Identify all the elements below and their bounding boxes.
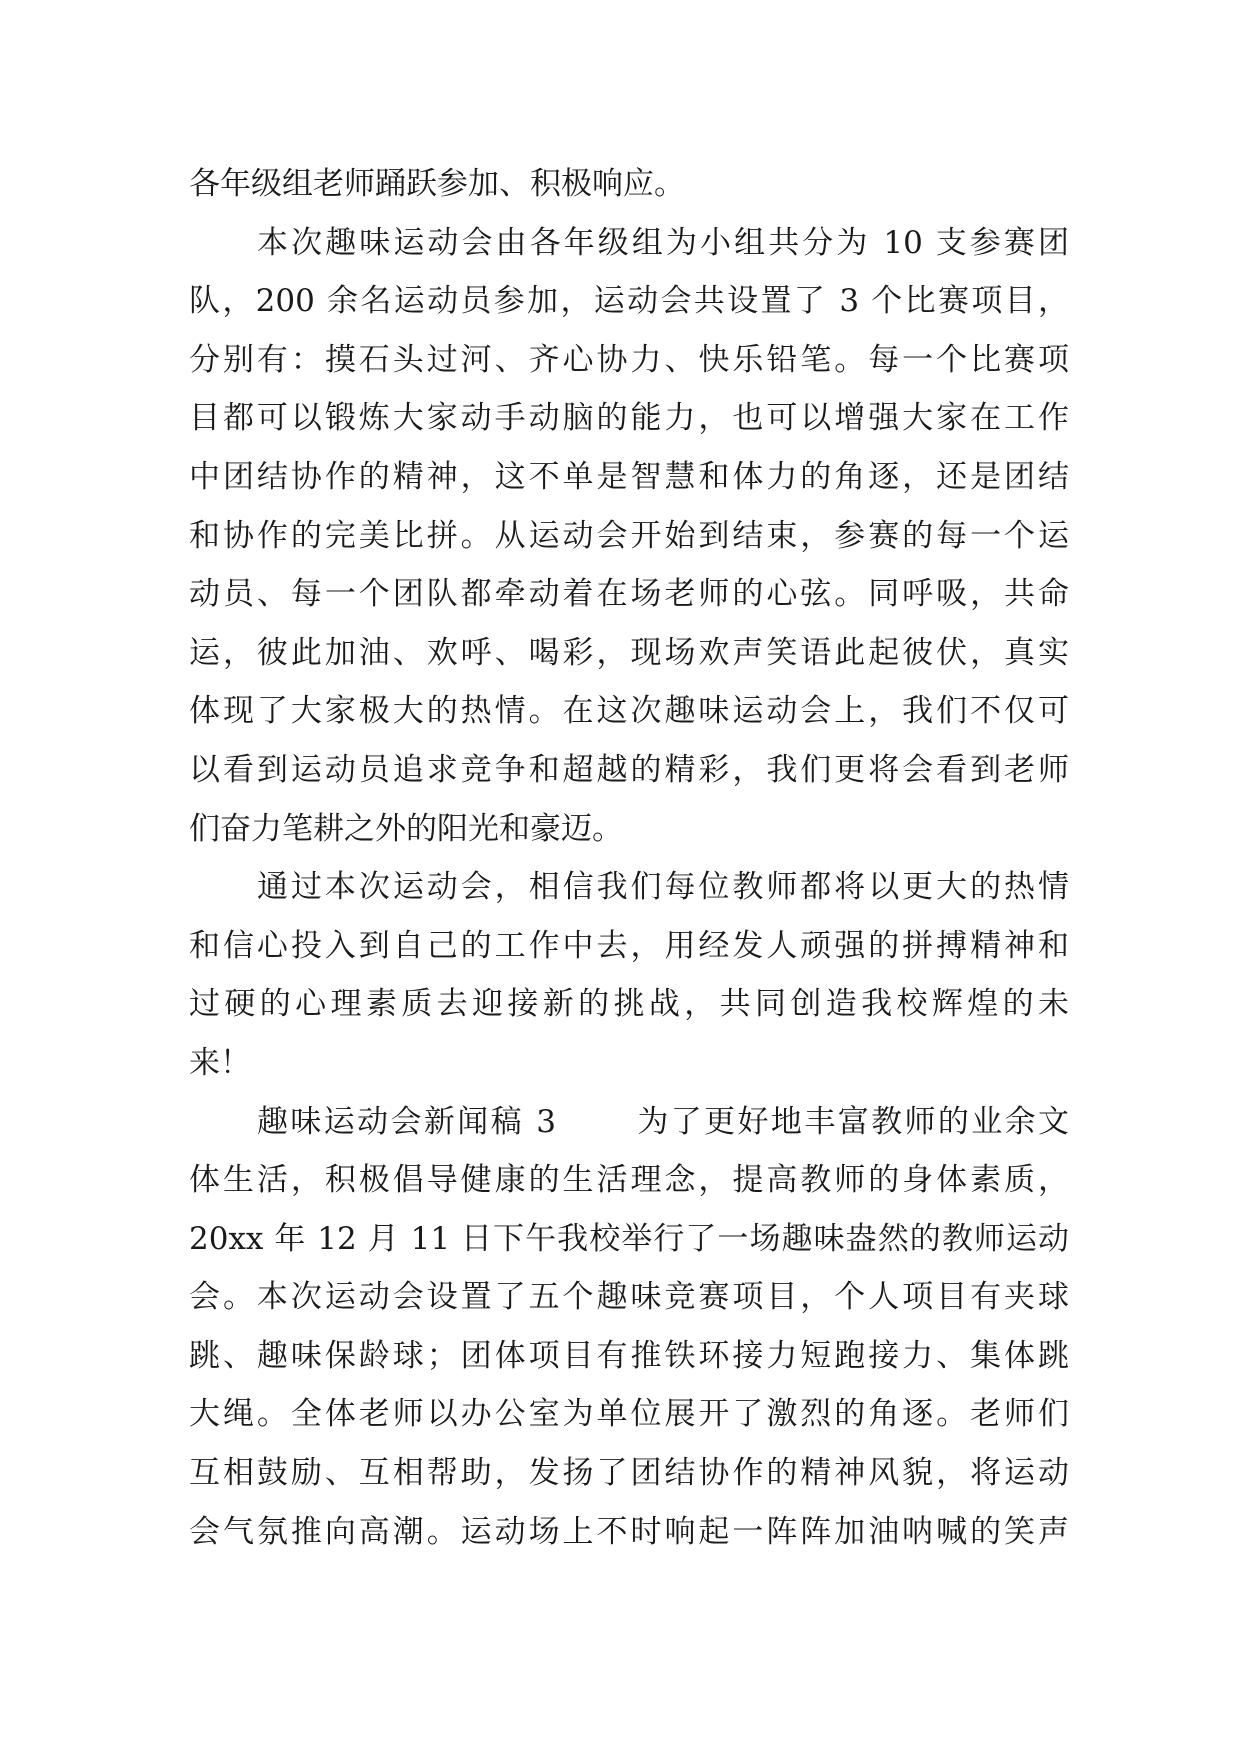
text-line: 过硬的心理素质去迎接新的挑战，共同创造我校辉煌的未 [189, 986, 1069, 1023]
text-line: 各年级组老师踊跃参加、积极响应。 [189, 166, 685, 202]
text-line: 们奋力笔耕之外的阳光和豪迈。 [189, 810, 623, 847]
text-line: 会。本次运动会设置了五个趣味竞赛项目，个人项目有夹球 [189, 1279, 1069, 1316]
text-line: 目都可以锻炼大家动手动脑的能力，也可以增强大家在工作 [189, 400, 1069, 437]
text-line: 队，200 余名运动员参加，运动会共设置了 3 个比赛项目， [189, 283, 1069, 320]
text-line: 体现了大家极大的热情。在这次趣味运动会上，我们不仅可 [189, 693, 1069, 730]
text-line: 跳、趣味保龄球；团体项目有推铁环接力短跑接力、集体跳 [189, 1337, 1069, 1374]
text-line: 大绳。全体老师以办公室为单位展开了激烈的角逐。老师们 [189, 1396, 1069, 1433]
text-line: 和协作的完美比拼。从运动会开始到结束，参赛的每一个运 [189, 517, 1069, 554]
text-line: 通过本次运动会，相信我们每位教师都将以更大的热情 [257, 869, 1069, 906]
text-line: 分别有：摸石头过河、齐心协力、快乐铅笔。每一个比赛项 [189, 341, 1069, 378]
text-line: 会气氛推向高潮。运动场上不时响起一阵阵加油呐喊的笑声 [189, 1513, 1069, 1550]
text-line: 运，彼此加油、欢呼、喝彩，现场欢声笑语此起彼伏，真实 [189, 634, 1069, 671]
text-line: 动员、每一个团队都牵动着在场老师的心弦。同呼吸，共命 [189, 576, 1069, 613]
text-line: 本次趣味运动会由各年级组为小组共分为 10 支参赛团 [257, 224, 1069, 261]
document-body [189, 155, 1069, 1561]
text-line: 和信心投入到自己的工作中去，用经发人顽强的拼搏精神和 [189, 927, 1069, 964]
text-line: 趣味运动会新闻稿 3 为了更好地丰富教师的业余文 [257, 1103, 1069, 1140]
text-line: 体生活，积极倡导健康的生活理念，提高教师的身体素质， [189, 1162, 1069, 1199]
text-line: 互相鼓励、互相帮助，发扬了团结协作的精神风貌，将运动 [189, 1455, 1069, 1492]
text-line: 以看到运动员追求竞争和超越的精彩，我们更将会看到老师 [189, 751, 1069, 788]
text-line: 中团结协作的精神，这不单是智慧和体力的角逐，还是团结 [189, 458, 1069, 495]
text-line: 来！ [189, 1044, 251, 1081]
text-line: 20xx 年 12 月 11 日下午我校举行了一场趣味盎然的教师运动 [189, 1220, 1069, 1257]
